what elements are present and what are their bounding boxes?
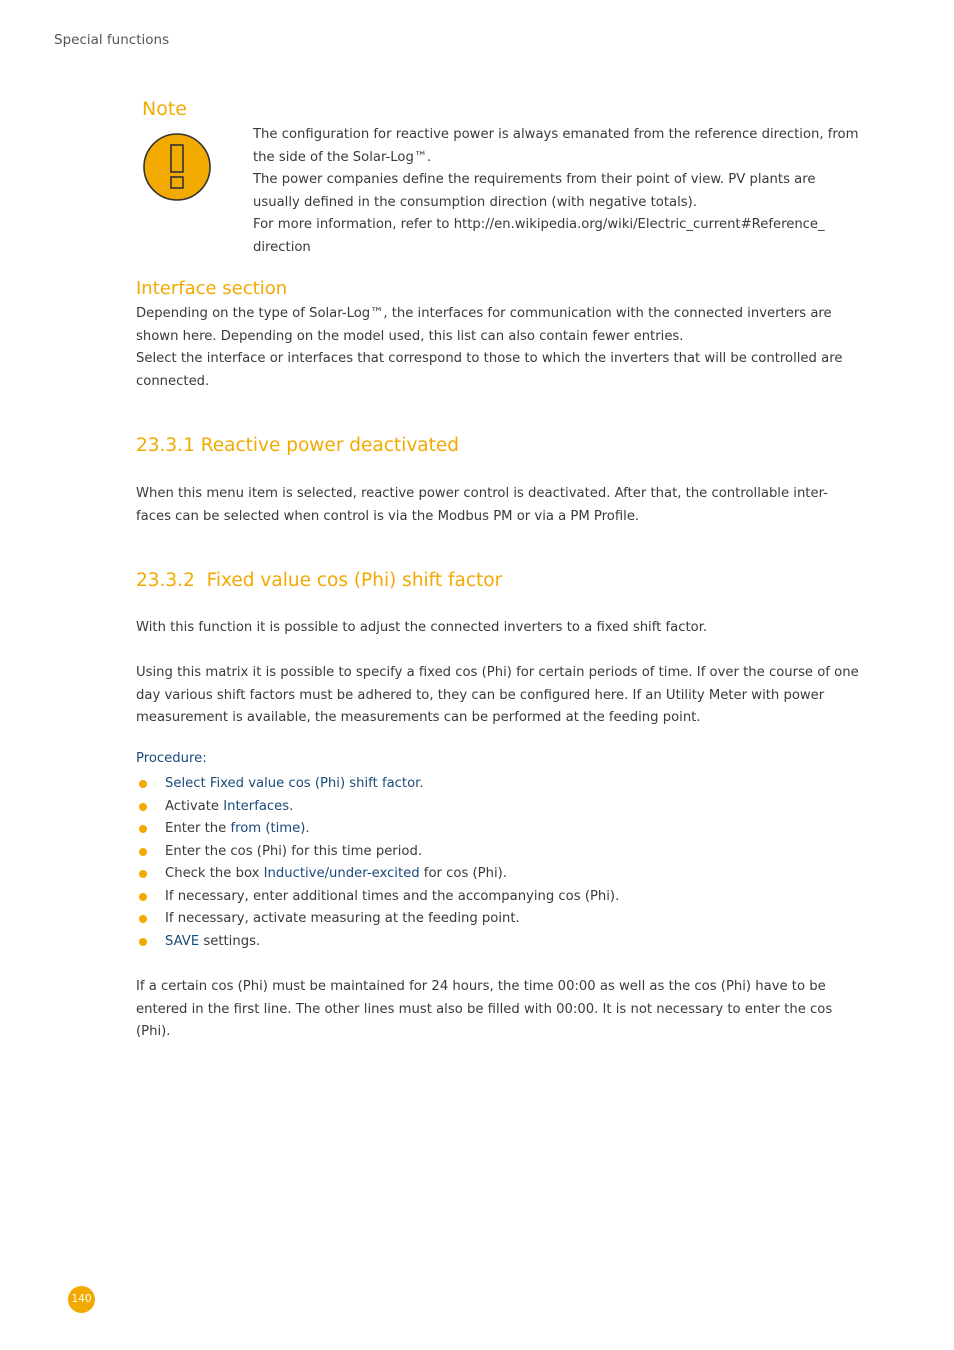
paragraph: When this menu item is selected, reactive power control is deactivated. After that, the controllable inter- faces can be selected when control is via the Modbus PM or via a PM Profile. [136, 486, 828, 524]
section-2332-closing [136, 976, 864, 1044]
note-line: The power companies define the requirements from their point of view. PV plants are usually defined in the consumption direction (with negative totals). [253, 172, 816, 210]
running-header: Special functions [54, 32, 170, 48]
bullet-icon [139, 780, 147, 788]
page-number-badge: 140 [68, 1286, 95, 1313]
note-title: Note [142, 98, 187, 120]
note-line: The configuration for reactive power is always emanated from the reference direction, from the side of the Solar-Log™. [253, 127, 859, 165]
note-line: For more information, refer to http://en.wikipedia.org/wiki/Electric_current#Reference_ direction [253, 217, 825, 255]
procedure-step: SAVE settings. [136, 931, 864, 954]
exclamation-circle-icon [142, 132, 212, 202]
procedure-step: Enter the cos (Phi) for this time period. [136, 841, 864, 864]
bullet-icon [139, 915, 147, 923]
section-2332-matrix [136, 662, 864, 730]
bullet-icon [139, 803, 147, 811]
paragraph: Select the interface or interfaces that correspond to those to which the inverters that will be controlled are connected. [136, 351, 843, 389]
paragraph: If a certain cos (Phi) must be maintained for 24 hours, the time 00:00 as well as the cos (Phi) have to be entered in the first line. The other lines must also be filled with 00:00. It is not necessary to enter the cos (Phi). [136, 979, 833, 1039]
paragraph: Depending on the type of Solar-Log™, the interfaces for communication with the connected inverters are shown here. Depending on the model used, this list can also contain fewer entries. [136, 306, 832, 344]
procedure-step: Activate Interfaces. [136, 796, 864, 819]
procedure-steps [136, 773, 864, 953]
procedure-step: Check the box Inductive/under-excited for cos (Phi). [136, 863, 864, 886]
procedure-step: Select Fixed value cos (Phi) shift factor. [136, 773, 864, 796]
bullet-icon [139, 870, 147, 878]
section-2331-title: 23.3.1 Reactive power deactivated [136, 435, 459, 456]
procedure-step: Enter the from (time). [136, 818, 864, 841]
bullet-icon [139, 848, 147, 856]
interface-section-title: Interface section [136, 278, 288, 299]
paragraph: Using this matrix it is possible to specify a fixed cos (Phi) for certain periods of time. If over the course of one day various shift factors must be adhered to, they can be configured here. If an Utility Meter with power measurement is available, the measurements can be performed at the feeding point. [136, 665, 859, 725]
procedure-step: If necessary, activate measuring at the feeding point. [136, 908, 864, 931]
interface-section-body [136, 303, 864, 393]
procedure-step: If necessary, enter additional times and the accompanying cos (Phi). [136, 886, 864, 909]
bullet-icon [139, 893, 147, 901]
paragraph: With this function it is possible to adjust the connected inverters to a fixed shift factor. [136, 620, 708, 635]
section-2332-intro [136, 617, 864, 640]
section-2331-body [136, 483, 864, 528]
bullet-icon [139, 825, 147, 833]
section-2332-title: 23.3.2 Fixed value cos (Phi) shift factor [136, 570, 503, 591]
procedure-label: Procedure: [136, 751, 207, 766]
note-text [253, 124, 863, 259]
bullet-icon [139, 938, 147, 946]
